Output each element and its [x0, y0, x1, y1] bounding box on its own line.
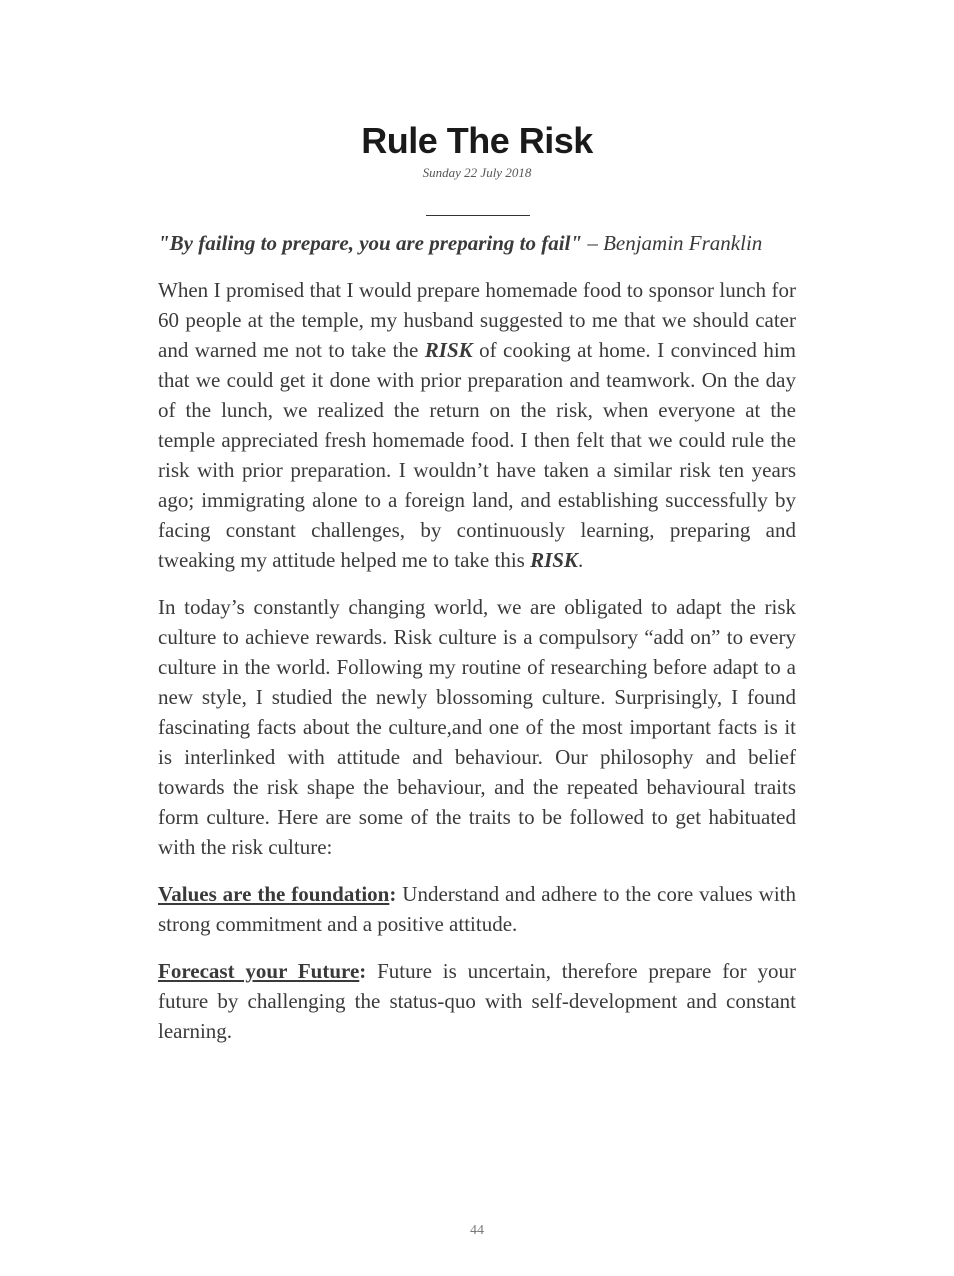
title-divider: [426, 215, 530, 216]
trait-text: Understand and adhere to the core values with strong commitment and a positive attitude.: [158, 882, 796, 936]
article-title: Rule The Risk: [361, 120, 593, 161]
trait-forecast: [158, 956, 796, 1046]
trait-colon: :: [389, 882, 397, 906]
trait-text: Future is uncertain, therefore prepare for your future by challenging the status-quo with self-development and constant learning.: [158, 959, 796, 1043]
article-date: Sunday 22 July 2018: [422, 165, 532, 180]
quote-attribution: – Benjamin Franklin: [582, 231, 763, 255]
page-number: 44: [470, 1223, 484, 1238]
paragraph-1-part-3: .: [577, 548, 584, 572]
quote-text: "By failing to prepare, you are preparing to fail": [158, 231, 583, 255]
risk-emphasis: RISK: [424, 338, 473, 362]
article-body: [158, 228, 796, 1063]
paragraph-2: In today’s constantly changing world, we are obligated to adapt the risk culture to achieve rewards. Risk culture is a compulsory “add on” to every culture in the world. Following my routine of researching before adapt to a new style, I studied the newly blossoming culture. Surprisingly, I found fascinating facts about the culture,and one of the most important facts is it is interlinked with attitude and behaviour. Our philosophy and belief towards the risk shape the behaviour, and the repeated behavioural traits form culture. Here are some of the traits to be followed to get habituated with the risk culture:: [158, 595, 796, 859]
risk-emphasis: RISK: [530, 548, 578, 572]
paragraph-1-part-2: of cooking at home. I convinced him that we could get it done with prior preparation and teamwork. On the day of the lunch, we realized the return on the risk, when everyone at the temple appreciated fresh homemade food. I then felt that we could rule the risk with prior preparation. I wouldn’t have taken a similar risk ten years ago; immigrating alone to a foreign land, and establishing successfully by facing constant challenges, by continuously learning, preparing and tweaking my attitude helped me to take this: [158, 338, 796, 572]
trait-colon: :: [359, 959, 367, 983]
trait-heading: Forecast your Future: [158, 959, 360, 983]
paragraph-1: [158, 275, 796, 575]
trait-heading: Values are the foundation: [158, 882, 390, 906]
epigraph-quote: [158, 228, 796, 258]
trait-values: [158, 879, 796, 939]
paragraph-1-part-1: When I promised that I would prepare homemade food to sponsor lunch for 60 people at the temple, my husband suggested to me that we should cater and warned me not to take the: [158, 278, 796, 362]
